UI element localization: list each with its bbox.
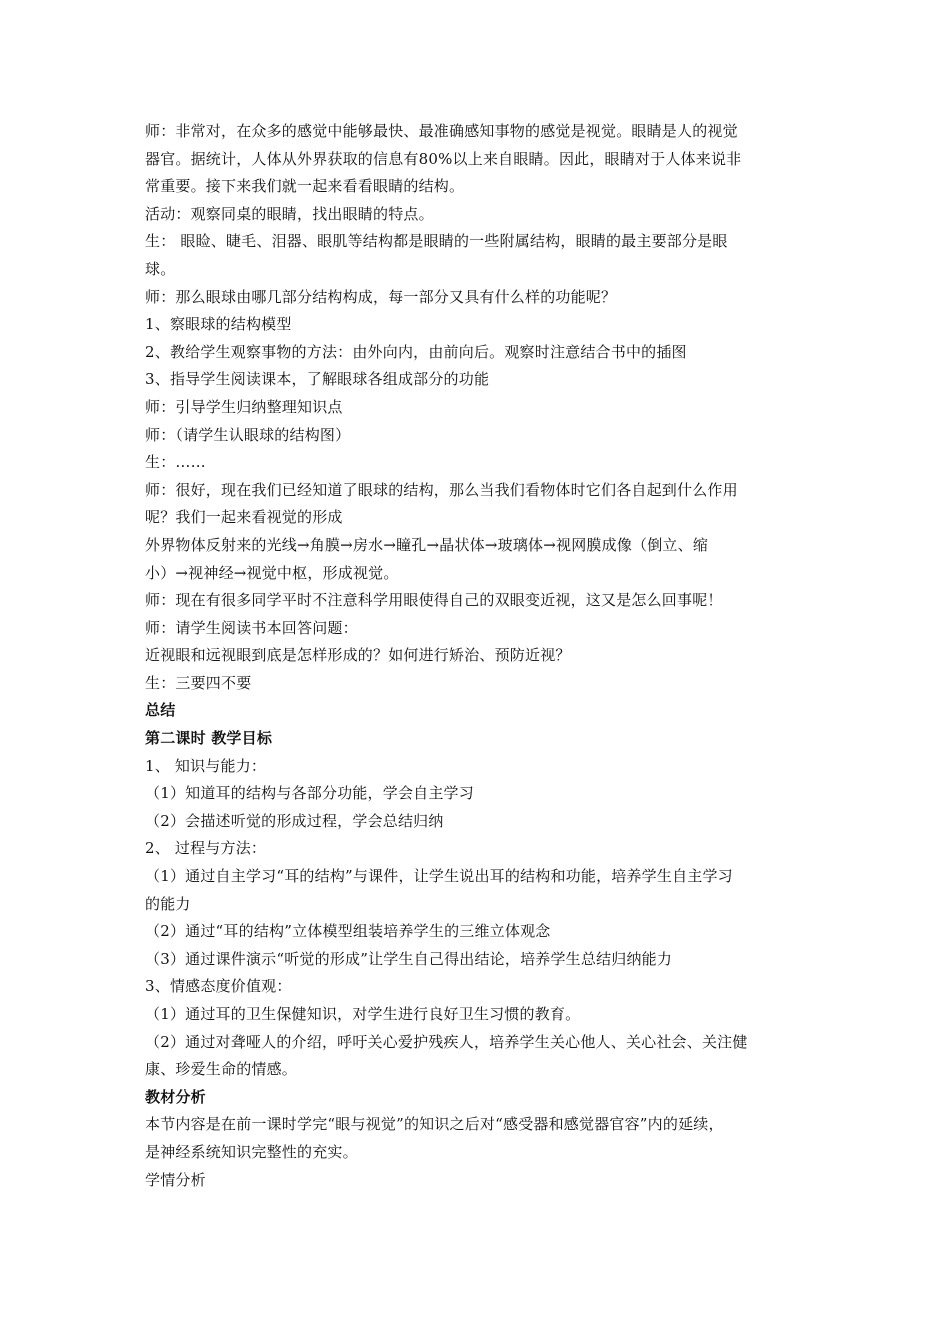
section-heading: 教材分析 [145,1087,206,1106]
section-heading: 总结 [145,701,176,720]
text-line: 常重要。接下来我们就一起来看看眼睛的结构。 [145,177,465,196]
text-line: 呢？我们一起来看视觉的形成 [145,508,343,527]
text-line: 生：…… [145,453,206,472]
text-line: 2、教给学生观察事物的方法：由外向内，由前向后。观察时注意结合书中的插图 [145,342,687,361]
text-line: 康、珍爱生命的情感。 [145,1060,298,1079]
text-line: （1）通过耳的卫生保健知识，对学生进行良好卫生习惯的教育。 [145,1005,581,1023]
document-page [145,118,815,1194]
text-line: 师：请学生阅读书本回答问题： [145,618,358,637]
text-line: （2）通过对聋哑人的介绍，呼吁关心爱护残疾人，培养学生关心他人、关心社会、关注健 [145,1032,748,1051]
text-line: 活动：观察同桌的眼睛，找出眼睛的特点。 [145,204,434,223]
text-line: 1、 知识与能力： [145,756,267,775]
text-line: 外界物体反射来的光线→角膜→房水→瞳孔→晶状体→玻璃体→视网膜成像（倒立、缩 [145,535,709,554]
text-line: 师：那么眼球由哪几部分结构构成，每一部分又具有什么样的功能呢？ [145,287,617,306]
text-line: 师：引导学生归纳整理知识点 [145,397,343,416]
section-heading: 第二课时 教学目标 [145,729,273,748]
text-line: 本节内容是在前一课时学完“眼与视觉”的知识之后对“感受器和感觉器官容”内的延续， [145,1115,724,1134]
text-line: 器官。据统计，人体从外界获取的信息有80%以上来自眼睛。因此，眼睛对于人体来说非 [145,149,742,168]
text-line: 师：很好，现在我们已经知道了眼球的结构，那么当我们看物体时它们各自起到什么作用 [145,480,738,499]
text-line: 师：非常对，在众多的感觉中能够最快、最准确感知事物的感觉是视觉。眼睛是人的视觉 [145,122,738,140]
text-line: （1）知道耳的结构与各部分功能，学会自主学习 [145,784,474,803]
text-line: （2）通过“耳的结构”立体模型组装培养学生的三维立体观念 [145,922,551,941]
text-line: 生： 眼睑、睫毛、泪器、眼肌等结构都是眼睛的一些附属结构，眼睛的最主要部分是眼 [145,232,728,251]
text-line: 生：三要四不要 [145,673,252,692]
text-line: 是神经系统知识完整性的充实。 [145,1142,358,1161]
text-line: 2、 过程与方法： [145,839,267,858]
text-line: 师：现在有很多同学平时不注意科学用眼使得自己的双眼变近视，这又是怎么回事呢！ [145,591,723,610]
text-line: 球。 [145,259,176,278]
text-line: （2）会描述听觉的形成过程，学会总结归纳 [145,811,444,830]
text-line: 3、情感态度价值观： [145,977,292,996]
text-line: （3）通过课件演示“听觉的形成”让学生自己得出结论，培养学生总结归纳能力 [145,949,673,968]
text-line: （1）通过自主学习“耳的结构”与课件，让学生说出耳的结构和功能，培养学生自主学习 [145,867,733,886]
text-line: 学情分析 [145,1170,206,1189]
text-line: 的能力 [145,894,191,913]
text-line: 近视眼和远视眼到底是怎样形成的？如何进行矫治、预防近视？ [145,646,571,665]
text-line: 3、指导学生阅读课本，了解眼球各组成部分的功能 [145,370,490,389]
text-line: 1、察眼球的结构模型 [145,315,292,334]
text-line: 小）→视神经→视觉中枢，形成视觉。 [145,563,399,582]
text-line: 师：（请学生认眼球的结构图） [145,425,351,444]
